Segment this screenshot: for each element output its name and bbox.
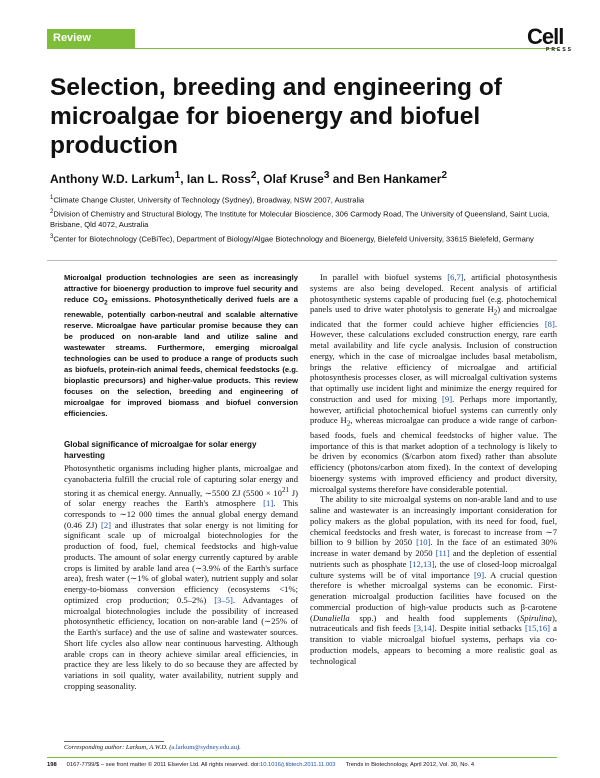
author-affil-num: 2 — [250, 170, 257, 181]
affiliation-text: Center for Biotechnology (CeBiTec), Department of Biology/Algae Biotechnology and Bioenergy, Bielefeld University, 33615 Bielefeld, Germany — [53, 234, 534, 244]
body-text: . Advantages of microalgal biotechnologies include the possibility of increased photosynthetic efficiency, location on non-arable land (∼25% of the Earth's surface) and the use of saline and wastewater sources. Short life cycles also allow near continuous harvesting. Although arable crops can in theory achieve similar areal efficiencies, in practice they are less likely to do so because they are affected by variations in soil quality, water availability, nutrient supply and cropping seasonality. — [64, 594, 298, 691]
author-separator: and — [329, 172, 358, 186]
abstract-text: Microalgal production technologies are seen as increasingly attractive for bioenergy production to improve fuel security and reduce CO — [64, 273, 298, 304]
body-text: ), nutraceuticals and fish feeds — [310, 612, 557, 634]
subscript: 2 — [493, 308, 498, 317]
header-rule — [47, 48, 557, 49]
body-paragraph — [310, 272, 557, 494]
citation-link[interactable]: [15,16] — [524, 623, 550, 634]
author-email-link[interactable]: a.larkum@sydney.edu.au — [171, 744, 238, 751]
citation-link[interactable]: [2] — [101, 519, 112, 530]
body-text: . Despite initial setbacks — [434, 623, 525, 634]
affiliation — [50, 207, 570, 231]
doi-link[interactable]: 10.1016/j.tibtech.2011.11.003 — [259, 762, 336, 768]
author-separator: , — [256, 172, 264, 186]
affiliation-num: 2 — [50, 209, 54, 216]
body-text: Photosynthetic organisms including higher plants, microalgae and cyanobacteria fulfill the crucial role of capturing solar energy and storing it as chemical energy. Annually, ∼5500 ZJ (5500 × 10 — [64, 463, 298, 498]
author-name[interactable]: Anthony W.D. Larkum — [50, 172, 175, 186]
author-list — [50, 170, 570, 186]
body-text: and illustrates that solar energy is not limiting for significant scale up of microalgal biotechnologies for the production of food, fuel, chemical feedstocks and high-value products. The amount of solar energy currently captured by arable crops is limited by arable land area (∼3.9% of the Earth's surface area), fresh water (∼1% of global water), nutrient supply and solar energy-to-biomass conversion efficiency (ecosystems <1%; optimized crop production; 0.5–2%) — [64, 519, 298, 605]
citation-link[interactable]: [3–5] — [214, 594, 233, 605]
body-text: . In the face of an estimated 30% increase in water demand by 2050 — [310, 537, 557, 559]
divider — [47, 260, 557, 261]
citation-link[interactable]: [6,7] — [447, 272, 464, 282]
author-affil-num: 3 — [323, 170, 330, 181]
author-affil-num: 1 — [174, 170, 181, 181]
body-text: spp.) and health food supplements ( — [349, 612, 520, 623]
article-title: Selection, breeding and engineering of microalgae for bioenergy and biofuel production — [50, 74, 502, 159]
species-name: Spirulina — [519, 612, 552, 623]
body-text: . This corresponds to ∼12 000 times the annual global energy demand (0.46 ZJ) — [64, 498, 298, 530]
citation-link[interactable]: [12,13] — [409, 558, 435, 569]
author-name[interactable]: Ben Hankamer — [357, 172, 442, 186]
author-separator: , — [180, 172, 187, 186]
body-text: . Perhaps more importantly, however, artificial photochemical biofuel systems can currently only produce H — [310, 393, 557, 426]
citation-link[interactable]: [10] — [416, 537, 431, 548]
citation-link[interactable]: [11] — [435, 548, 450, 559]
right-column — [310, 272, 557, 666]
affiliation-text: Climate Change Cluster, University of Technology (Sydney), Broadway, NSW 2007, Australia — [53, 195, 365, 205]
author-name[interactable]: Ian L. Ross — [186, 172, 251, 186]
journal-logo-sub: PRESS — [546, 47, 573, 53]
citation-link[interactable]: [8] — [544, 318, 555, 329]
abstract-subscript: 2 — [104, 299, 108, 307]
affiliation-text: Division of Chemistry and Structural Biology, The Institute for Molecular Bioscience, 306 Carmody Road, The University of Queensland, Saint Lucia, Brisbane, Qld 4072, Australia — [50, 209, 550, 230]
body-text: , whereas microalgae can produce a wide range of carbon-based foods, fuels and chemical feedstocks of higher value. The importance of this is that market adoption of a technology is likely to be driven by economics ($/carbon atom fixed) rather than absolute efficiency (photons/carbon atom fixed). In the context of developing bioenergy systems with improved efficiency and product diversity, microalgal systems therefore have considerable potential. — [310, 415, 557, 494]
affiliation — [50, 193, 570, 206]
body-text: , the use of closed-loop microalgal culture systems will be of vital importance — [310, 558, 557, 580]
subscript: 2 — [346, 420, 351, 429]
footnote-label: Corresponding author: Larkum, A.W.D. ( — [64, 744, 172, 751]
affiliation-num: 1 — [50, 195, 54, 201]
abstract — [64, 272, 298, 419]
footer-rule — [47, 757, 557, 758]
author-affil-num: 2 — [441, 170, 448, 181]
body-paragraph — [310, 494, 557, 666]
citation-link[interactable]: [3,14] — [413, 623, 435, 634]
footer-journal: Trends in Biotechnology, April 2012, Vol. 30, No. 4 — [345, 762, 475, 768]
abstract-text: emissions. Photosynthetically derived fuels are a renewable, potentially carbon-neutral and scalable alternative reserve. Microalgae have particular promise because they can be produced on non-arable land and utilize saline and wastewater streams. Furthermore, emerging microalgal technologies can be used to produce a range of products such as biofuels, protein-rich animal feeds, chemical feedstocks (e.g. bioplastic precursors) and higher-value products. This review focuses on the selection, breeding and engineering of microalgae for improved biomass and biofuel conversion efficiencies. — [64, 295, 298, 418]
page-footer — [47, 760, 557, 770]
body-text: a transition to viable microalgal biofuel systems, perhaps via co-production models, appears to becoming a more realistic goal as technological — [310, 623, 557, 666]
body-text: The ability to site microalgal systems on non-arable land and to use saline and wastewater is an increasingly important consideration for policy makers as the global population, with its need for food, fuel, chemical feedstocks and fresh water, is forecast to increase from ∼7 billion to 9 billion by 2050 — [310, 494, 557, 548]
section-tag: Review — [47, 29, 135, 48]
body-text: In parallel with biofuel systems — [320, 272, 448, 282]
section-heading: Global significance of microalgae for solar energy harvesting — [64, 440, 257, 460]
footnote-end: ). — [237, 744, 241, 751]
page-number: 198 — [47, 762, 57, 768]
affiliation-num: 3 — [50, 233, 54, 240]
body-paragraph-left — [64, 463, 298, 692]
body-text: , artificial photosynthesis systems are also being developed. Recent analysis of artificial photosynthetic systems capable of producing fuel (e.g. photochemical panels used to drive water photolysis to generate H — [310, 272, 557, 315]
body-text: . A crucial question therefore is whether microalgal systems can be economic. First-generation microalgal production facilities have focused on the commercial production of high-value products such as β-carotene ( — [310, 569, 557, 623]
species-name: Dunaliella — [312, 612, 350, 623]
author-name[interactable]: Olaf Kruse — [263, 172, 324, 186]
body-text: . However, these calculations excluded construction energy, rare earth metal availability and life cycle analysis. Inclusion of construction energy, which in the case of microalgae includes basal metabolism, brings the relative efficiency of microalgae and artificial photosynthesis processes closer, as will microalgal cultivation systems that optimally use incident light and minimize the energy required for construction and used for mixing — [310, 318, 557, 404]
body-text: ) and microalgae indicated that the former could achieve higher efficiencies — [310, 304, 557, 329]
superscript: 21 — [281, 485, 290, 494]
affiliations — [50, 193, 570, 246]
corresponding-author-footnote — [64, 744, 304, 751]
journal-logo[interactable] — [527, 26, 573, 54]
journal-logo-word: Cell — [527, 24, 564, 49]
citation-link[interactable]: [1] — [263, 498, 274, 509]
footnote-rule — [64, 741, 164, 742]
footer-issn: 0167-7799/$ – see front matter © 2011 Elsevier Ltd. All rights reserved. doi: — [66, 762, 260, 768]
citation-link[interactable]: [9] — [442, 393, 453, 404]
body-text: J) of solar energy reaches the Earth's atmosphere — [64, 487, 298, 509]
affiliation — [50, 232, 570, 245]
citation-link[interactable]: [9] — [474, 569, 485, 580]
body-text: and the depletion of essential nutrients such as phosphate — [310, 548, 557, 569]
